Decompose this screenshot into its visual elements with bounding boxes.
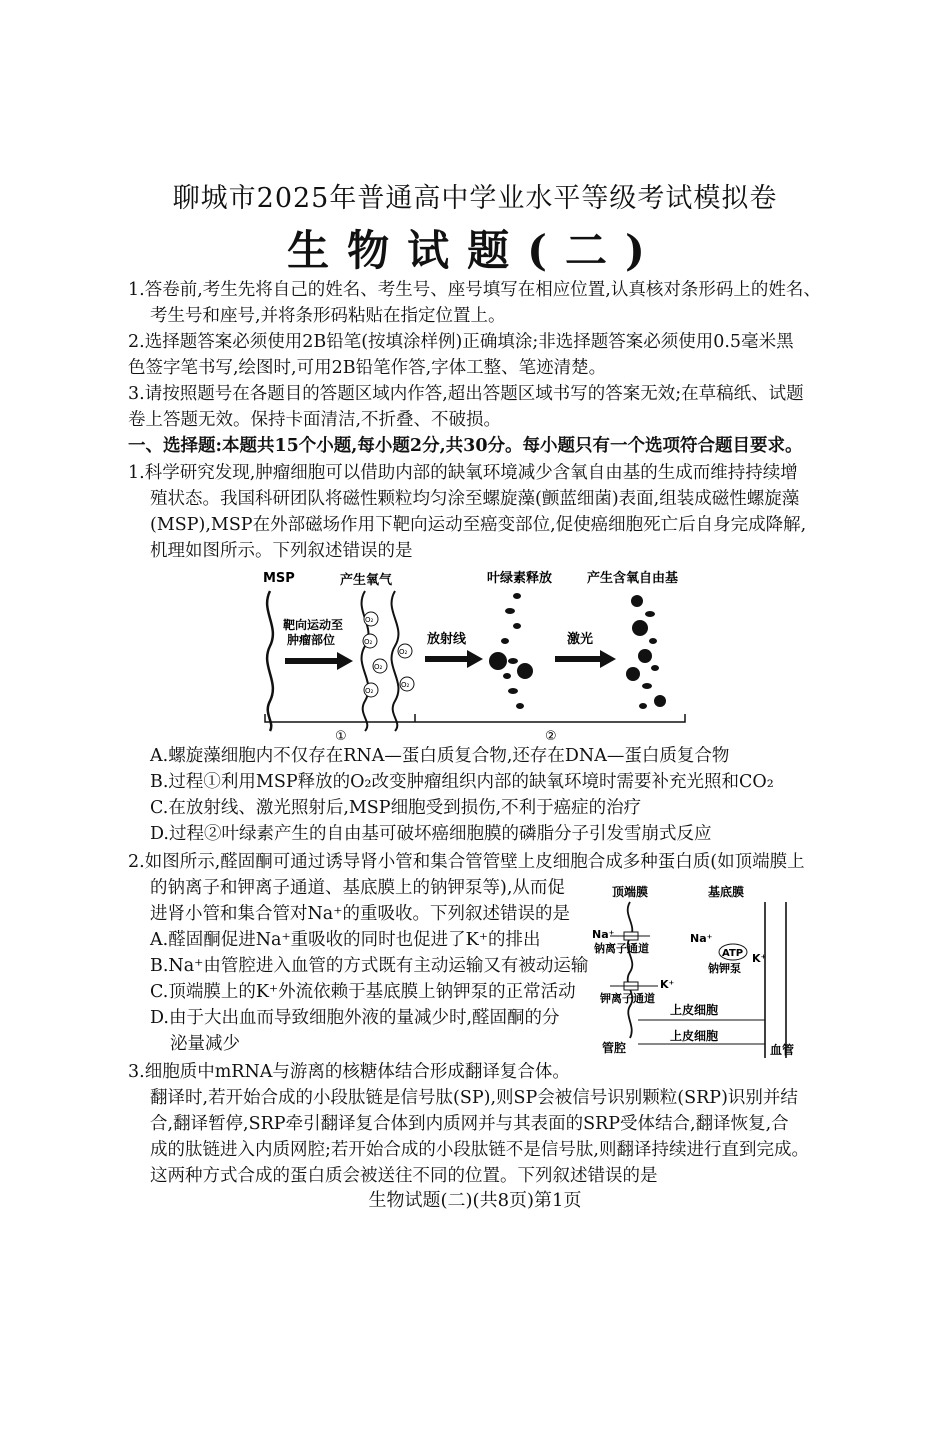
- section-heading: 一、选择题:本题共15个小题,每小题2分,共30分。每小题只有一个选项符合题目要求。: [128, 436, 803, 456]
- fig2-cell-2: 上皮细胞: [670, 1029, 719, 1043]
- instruction-1-line-2: 考生号和座号,并将条形码粘贴在指定位置上。: [150, 306, 506, 326]
- q2-option-d-line-2: 泌量减少: [170, 1034, 240, 1054]
- q1-option-a: A.螺旋藻细胞内不仅存在RNA—蛋白质复合物,还存在DNA—蛋白质复合物: [150, 746, 730, 766]
- fig2-vessel-label: 血管: [770, 1043, 795, 1057]
- fig1-arrow-radiation: [425, 650, 483, 668]
- fig2-lumen-label: 管腔: [602, 1041, 627, 1055]
- q1-stem-line-3: (MSP),MSP在外部磁场作用下靶向运动至癌变部位,促使癌细胞死亡后自身完成降解,: [150, 515, 807, 535]
- fig2-basal-label: 基底膜: [708, 885, 745, 899]
- q1-stem-line-1: 1.科学研究发现,肿瘤细胞可以借助内部的缺氧环境减少含氧自由基的生成而维持持续增: [128, 463, 798, 483]
- q1-option-c: C.在放射线、激光照射后,MSP细胞受到损伤,不利于癌症的治疗: [150, 798, 642, 818]
- instruction-3-line-1: 3.请按照题号在各题目的答题区域内作答,超出答题区域书写的答案无效;在草稿纸、试题: [128, 384, 804, 404]
- o2-bubble-label: O₂: [364, 638, 373, 646]
- fig2-atp-label: ATP: [722, 948, 744, 959]
- q3-stem-line-1: 3.细胞质中mRNA与游离的核糖体结合形成翻译复合体。: [128, 1062, 570, 1082]
- o2-bubble-label: O₂: [365, 687, 374, 695]
- spirulina-strand-3: [392, 591, 399, 731]
- instruction-2-line-2: 色签字笔书写,绘图时,可用2B铅笔作答,字体工整、笔迹清楚。: [128, 358, 607, 378]
- q1-figure: [255, 566, 705, 746]
- fig1-radicals-label: 产生含氧自由基: [587, 571, 679, 586]
- spirulina-strand-2: [362, 591, 369, 731]
- fig1-step-2: ②: [545, 729, 557, 744]
- o2-bubble-label: O₂: [365, 616, 374, 624]
- q2-stem-line-3: 进肾小管和集合管对Na⁺的重吸收。下列叙述错误的是: [150, 904, 570, 924]
- q3-stem-line-5: 这两种方式合成的蛋白质会被送往不同的位置。下列叙述错误的是: [150, 1166, 658, 1186]
- fig2-apical-label: 顶端膜: [612, 885, 649, 899]
- q2-option-d-line-1: D.由于大出血而导致细胞外液的量减少时,醛固酮的分: [150, 1008, 560, 1028]
- exam-title: 聊城市2025年普通高中学业水平等级考试模拟卷: [172, 183, 778, 214]
- q3-stem-line-4: 成的肽链进入内质网腔;若开始合成的小段肽链不是信号肽,则翻译持续进行直到完成。: [150, 1140, 809, 1160]
- fig2-k-left: K⁺: [660, 978, 675, 991]
- q1-stem-line-4: 机理如图所示。下列叙述错误的是: [150, 541, 413, 561]
- o2-bubble-label: O₂: [401, 681, 410, 689]
- fig2-pump-label: 钠钾泵: [708, 962, 741, 975]
- o2-bubble-label: O₂: [399, 648, 408, 656]
- fig1-target-line-1: 靶向运动至: [283, 618, 344, 632]
- fig1-arrow-target: [285, 652, 353, 670]
- fig1-fragments-2: [626, 595, 666, 709]
- fig2-apical-membrane: [628, 902, 633, 1038]
- fig2-na-right: Na⁺: [690, 932, 713, 945]
- fig1-chlorophyll-label: 叶绿素释放: [487, 571, 553, 586]
- q3-stem-line-3: 合,翻译暂停,SRP牵引翻译复合体到内质网并与其表面的SRP受体结合,翻译恢复,合: [150, 1114, 789, 1134]
- q2-option-c: C.顶端膜上的K⁺外流依赖于基底膜上钠钾泵的正常活动: [150, 982, 576, 1002]
- fig1-target-line-2: 肿瘤部位: [287, 633, 336, 647]
- instruction-1-line-1: 1.答卷前,考生先将自己的姓名、考生号、座号填写在相应位置,认真核对条形码上的姓名、: [128, 280, 821, 300]
- fig2-k-right: K⁺: [752, 952, 767, 965]
- q2-option-a: A.醛固酮促进Na⁺重吸收的同时也促进了K⁺的排出: [150, 930, 541, 950]
- fig1-msp-label: MSP: [263, 571, 295, 586]
- fig1-bracket: [265, 714, 685, 722]
- fig2-cell-1: 上皮细胞: [670, 1003, 719, 1017]
- paper-title: 生物试题(二): [287, 226, 663, 275]
- q1-option-b: B.过程①利用MSP释放的O₂改变肿瘤组织内部的缺氧环境时需要补充光照和CO₂: [150, 772, 774, 792]
- spirulina-strand-1: [267, 591, 273, 731]
- page-footer: 生物试题(二)(共8页)第1页: [368, 1190, 582, 1211]
- q3-stem-line-2: 翻译时,若开始合成的小段肽链是信号肽(SP),则SP会被信号识别颗粒(SRP)识别并结: [150, 1088, 798, 1108]
- fig1-step-1: ①: [335, 729, 347, 744]
- q2-figure: [590, 880, 830, 1060]
- fig2-na-left: Na⁺: [592, 928, 615, 941]
- q1-stem-line-2: 殖状态。我国科研团队将磁性颗粒均匀涂至螺旋藻(颤蓝细菌)表面,组装成磁性螺旋藻: [150, 489, 800, 509]
- fig2-k-channel-label: 钾离子通道: [600, 992, 655, 1005]
- o2-bubble-label: O₂: [374, 663, 383, 671]
- q2-stem-line-2: 的钠离子和钾离子通道、基底膜上的钠钾泵等),从而促: [150, 878, 565, 898]
- q2-option-b: B.Na⁺由管腔进入血管的方式既有主动运输又有被动运输: [150, 956, 589, 976]
- instruction-3-line-2: 卷上答题无效。保持卡面清洁,不折叠、不破损。: [128, 410, 502, 430]
- fig2-na-channel-label: 钠离子通道: [594, 942, 649, 955]
- fig1-radiation-label: 放射线: [427, 632, 467, 647]
- fig1-oxygen-bubbles: [363, 612, 414, 697]
- fig1-oxygen-label: 产生氧气: [340, 573, 393, 588]
- q1-option-d: D.过程②叶绿素产生的自由基可破坏癌细胞膜的磷脂分子引发雪崩式反应: [150, 824, 712, 844]
- instruction-2-line-1: 2.选择题答案必须使用2B铅笔(按填涂样例)正确填涂;非选择题答案必须使用0.5毫米黑: [128, 332, 794, 352]
- q2-stem-line-1: 2.如图所示,醛固酮可通过诱导肾小管和集合管管壁上皮细胞合成多种蛋白质(如顶端膜上: [128, 852, 805, 872]
- fig1-arrow-laser: [555, 650, 616, 668]
- fig1-fragments-1: [489, 593, 533, 709]
- fig1-laser-label: 激光: [567, 632, 594, 647]
